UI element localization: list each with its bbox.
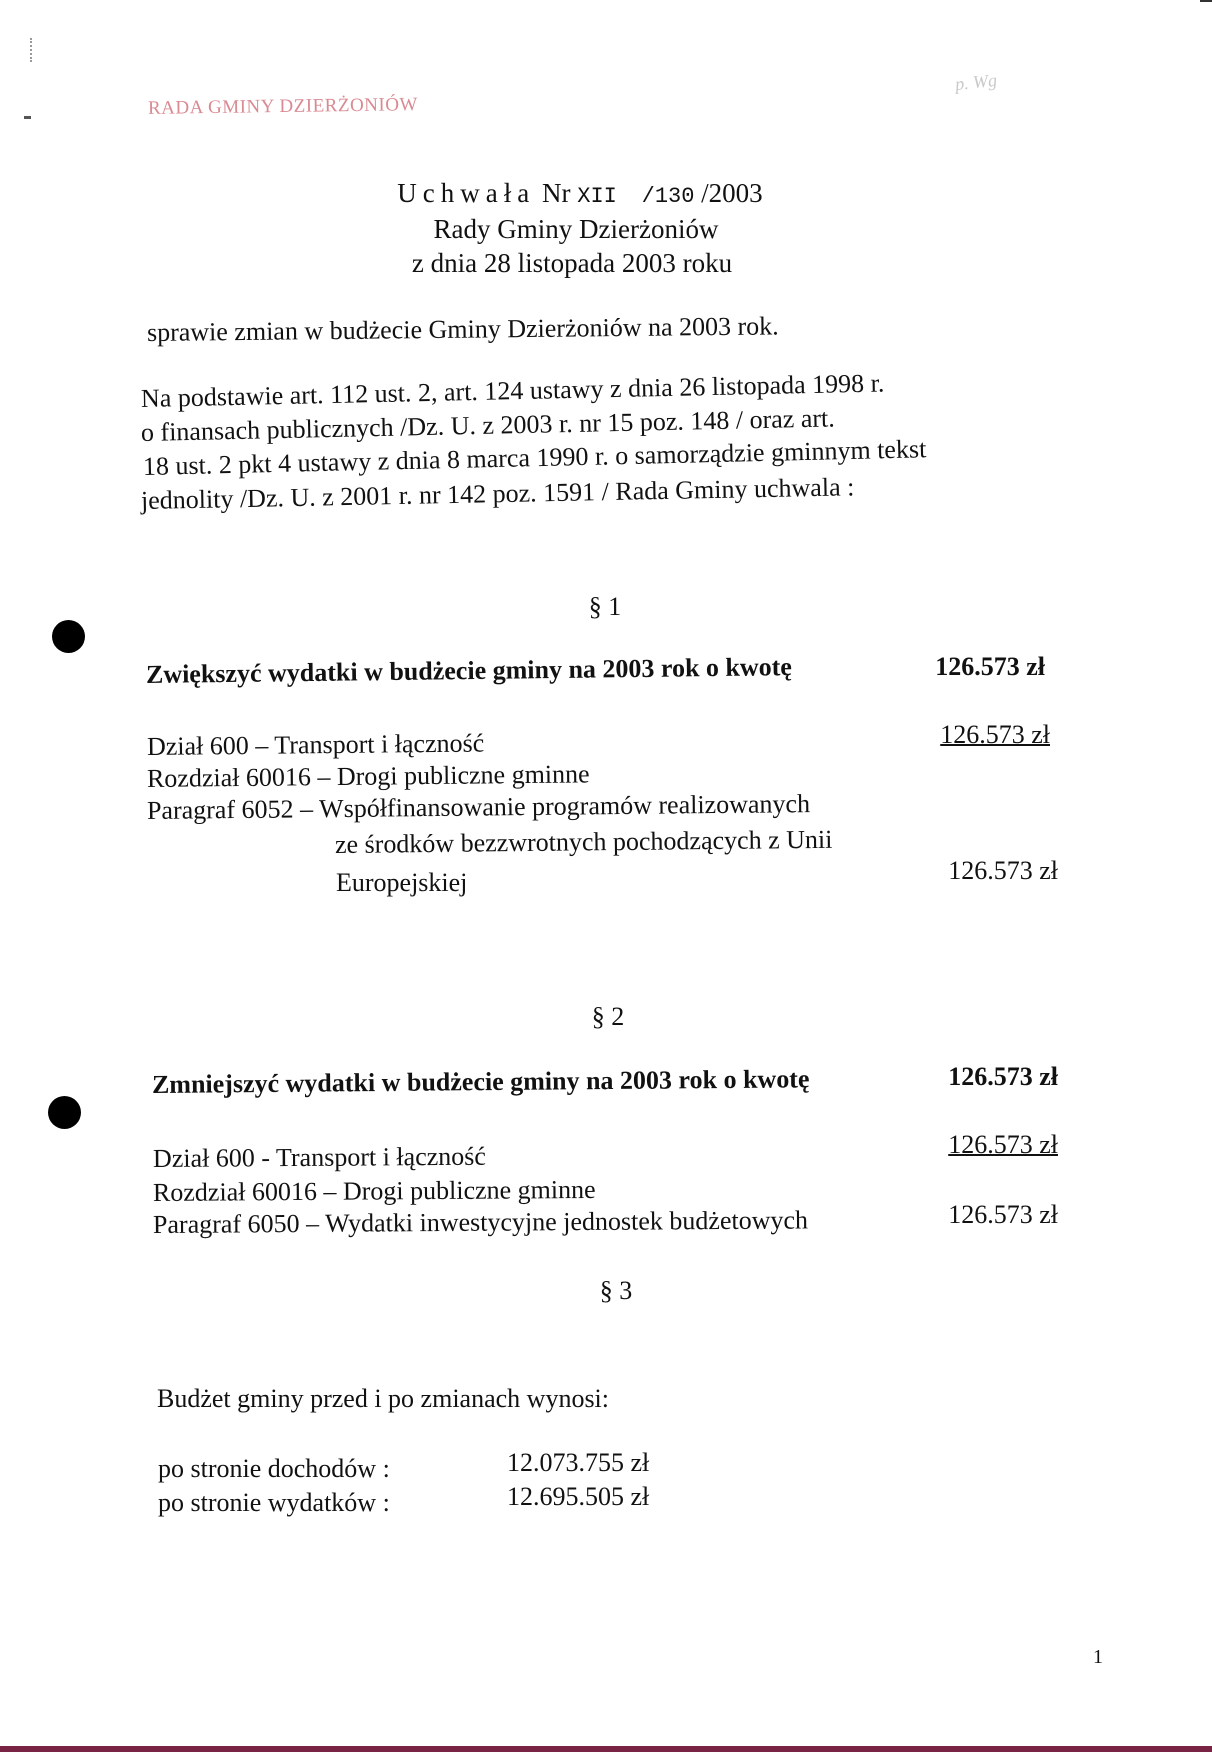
section-1-paragraf-line-3: Europejskiej	[336, 868, 468, 897]
section-1-dzial: Dział 600 – Transport i łączność	[146, 728, 485, 761]
section-1-paragraf-line-1: Paragraf 6052 – Współfinansowanie programów realizowanych	[146, 789, 811, 825]
section-2-heading-amount: 126.573 zł	[948, 1062, 1058, 1091]
section-1-sign: § 1	[588, 592, 622, 621]
title-date: z dnia 28 listopada 2003 roku	[411, 248, 733, 278]
section-2-dzial-amount: 126.573 zł	[948, 1130, 1058, 1159]
income-value: 12.073.755 zł	[507, 1448, 650, 1477]
punch-hole-top	[52, 620, 85, 653]
legal-basis-line-3: 18 ust. 2 pkt 4 ustawy z dnia 8 marca 1990 r. o samorządzie gminnym tekst	[142, 434, 927, 481]
income-label: po stronie dochodów :	[158, 1454, 390, 1483]
resolution-title	[300, 178, 860, 209]
title-council: Rady Gminy Dzierżoniów	[433, 214, 719, 244]
section-2-paragraf: Paragraf 6050 – Wydatki inwestycyjne jednostek budżetowych	[152, 1205, 809, 1239]
section-1-heading-amount: 126.573 zł	[935, 652, 1045, 681]
section-1-paragraf-line-2: ze środków bezzwrotnych pochodzących z Unii	[334, 824, 833, 859]
legal-basis-line-2: o finansach publicznych /Dz. U. z 2003 r. nr 15 poz. 148 / oraz art.	[140, 403, 836, 447]
section-2-heading: Zmniejszyć wydatki w budżecie gminy na 2003 rok o kwotę	[151, 1064, 810, 1099]
legal-basis-line-4: jednolity /Dz. U. z 2001 r. nr 142 poz. 1591 / Rada Gminy uchwala :	[140, 472, 855, 515]
title-nr-year: /2003	[701, 178, 763, 208]
scan-edge-mark	[30, 38, 36, 62]
section-1-heading: Zwiększyć wydatki w budżecie gminy na 2003 rok o kwotę	[145, 652, 793, 689]
punch-hole-bottom	[48, 1096, 81, 1129]
scan-edge-dash	[24, 116, 31, 119]
section-1-paragraf-amount: 126.573 zł	[948, 856, 1058, 885]
section-2-dzial: Dział 600 - Transport i łączność	[152, 1141, 486, 1173]
title-nr-roman: XII	[577, 184, 617, 209]
section-2-paragraf-amount: 126.573 zł	[948, 1200, 1058, 1229]
page-number: 1	[1093, 1646, 1103, 1668]
title-nr-prefix: Nr	[542, 178, 571, 208]
section-2-sign: § 2	[591, 1002, 625, 1031]
section-1-dzial-amount: 126.573 zł	[940, 720, 1050, 749]
section-1-rozdzial: Rozdział 60016 – Drogi publiczne gminne	[146, 759, 590, 793]
legal-basis-line-1: Na podstawie art. 112 ust. 2, art. 124 ustawy z dnia 26 listopada 1998 r.	[140, 368, 885, 413]
pencil-note: p. Wg	[954, 69, 998, 95]
scan-bottom-edge	[0, 1746, 1212, 1752]
scan-edge-line	[1200, 0, 1212, 2]
expense-label: po stronie wydatków :	[158, 1488, 390, 1517]
title-word: Uchwała	[397, 178, 536, 208]
resolution-subject: sprawie zmian w budżecie Gminy Dzierżoniów na 2003 rok.	[146, 311, 779, 347]
title-nr-sep: /	[641, 184, 655, 209]
section-3-sign: § 3	[599, 1276, 633, 1305]
section-3-intro: Budżet gminy przed i po zmianach wynosi:	[157, 1384, 610, 1413]
section-2-rozdzial: Rozdział 60016 – Drogi publiczne gminne	[152, 1174, 596, 1207]
title-nr-number: 130	[654, 184, 695, 209]
expense-value: 12.695.505 zł	[507, 1482, 650, 1511]
council-stamp: RADA GMINY DZIERŻONIÓW	[147, 94, 419, 119]
